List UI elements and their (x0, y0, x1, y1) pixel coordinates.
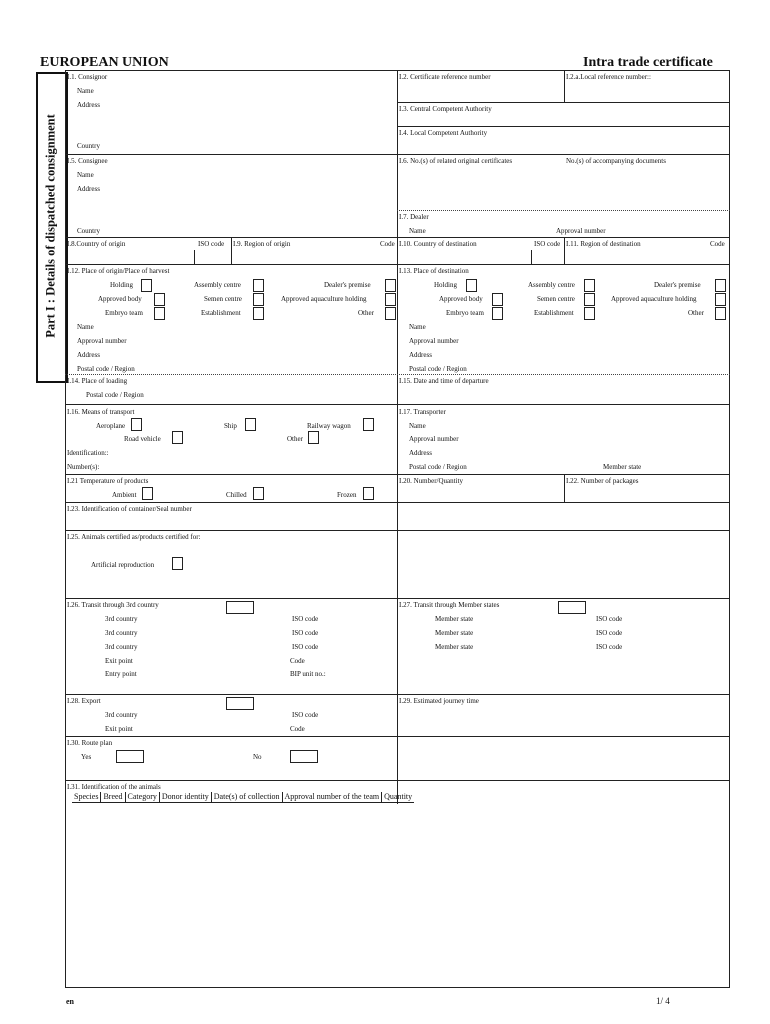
transit-3rd-exit: Exit point (105, 657, 133, 665)
header-right-title: Intra trade certificate (583, 55, 713, 70)
transit-ms-iso-3: ISO code (596, 643, 623, 651)
cert-ref-label: I.2. Certificate reference number (399, 73, 491, 81)
pd-holding: Holding (434, 281, 457, 289)
transporter-name: Name (409, 422, 426, 430)
local-authority-label: I.4. Local Competent Authority (399, 129, 488, 137)
transporter-label: I.17. Transporter (399, 408, 446, 416)
temp-ambient-checkbox[interactable] (142, 487, 153, 500)
consignor-label: I.1. Consignor (67, 73, 108, 81)
origin-code: Code (380, 240, 395, 248)
transit-ms-label: I.27. Transit through Member states (399, 601, 500, 609)
destination-iso: ISO code (534, 240, 561, 248)
po-dealers-checkbox[interactable] (385, 279, 396, 292)
export-label: I.28. Export (67, 697, 101, 705)
place-origin-label: I.12. Place of origin/Place of harvest (67, 267, 170, 275)
po-postal: Postal code / Region (77, 365, 135, 373)
route-plan-yes: Yes (81, 753, 92, 761)
transit-ms-row-1: Member state (435, 615, 474, 623)
departure-label: I.15. Date and time of departure (399, 377, 489, 385)
consignee-address: Address (77, 185, 100, 193)
col-breed: Breed (100, 792, 124, 803)
consignee-label: I.5. Consignee (67, 157, 108, 165)
temp-chilled-checkbox[interactable] (253, 487, 264, 500)
po-assembly: Assembly centre (194, 281, 241, 289)
artificial-reproduction: Artificial reproduction (91, 561, 155, 569)
transport-aeroplane-checkbox[interactable] (131, 418, 142, 431)
transporter-address: Address (409, 449, 432, 457)
col-category: Category (125, 792, 159, 803)
pd-name: Name (409, 323, 426, 331)
consignee-name: Name (77, 171, 94, 179)
transport-railway: Railway wagon (307, 422, 351, 430)
temp-ambient: Ambient (112, 491, 137, 499)
transport-aeroplane: Aeroplane (96, 422, 126, 430)
export-code: Code (290, 725, 305, 733)
transporter-member-state: Member state (603, 463, 642, 471)
consignee-country: Country (77, 227, 100, 235)
header-left-title: EUROPEAN UNION (40, 55, 169, 70)
po-establishment-checkbox[interactable] (253, 307, 264, 320)
consignor-name: Name (77, 87, 94, 95)
transport-ship: Ship (224, 422, 237, 430)
po-embryo: Embryo team (105, 309, 143, 317)
dealer-name: Name (409, 227, 426, 235)
transporter-approval: Approval number (409, 435, 459, 443)
pd-approval: Approval number (409, 337, 459, 345)
transport-road-checkbox[interactable] (172, 431, 183, 444)
transport-identification: Identification:: (67, 449, 109, 457)
journey-time-label: I.29. Estimated journey time (399, 697, 479, 705)
po-approval: Approval number (77, 337, 127, 345)
dealer-label: I.7. Dealer (399, 213, 429, 221)
place-loading-postal: Postal code / Region (86, 391, 144, 399)
transit-3rd-bip: BIP unit no.: (290, 670, 326, 678)
transit-3rd-iso-3: ISO code (292, 643, 319, 651)
temp-frozen: Frozen (337, 491, 357, 499)
temperature-label: I.21 Temperature of products (67, 477, 149, 485)
export-country: 3rd country (105, 711, 138, 719)
pd-postal: Postal code / Region (409, 365, 467, 373)
transit-3rd-row-2: 3rd country (105, 629, 138, 637)
footer-lang: en (66, 997, 74, 1006)
transit-3rd-iso-2: ISO code (292, 629, 319, 637)
col-quantity: Quantity (381, 792, 414, 803)
pd-establishment-checkbox[interactable] (584, 307, 595, 320)
transport-other-checkbox[interactable] (308, 431, 319, 444)
pd-dealers: Dealer's premise (654, 281, 701, 289)
po-semen: Semen centre (204, 295, 242, 303)
pd-other-checkbox[interactable] (715, 307, 726, 320)
po-assembly-checkbox[interactable] (253, 279, 264, 292)
route-plan-label: I.30. Route plan (67, 739, 113, 747)
po-approved-body-checkbox[interactable] (154, 293, 165, 306)
transporter-postal: Postal code / Region (409, 463, 467, 471)
transit-3rd-row-3: 3rd country (105, 643, 138, 651)
central-authority-label: I.3. Central Competent Authority (399, 105, 492, 113)
export-box[interactable] (226, 697, 254, 710)
transit-3rd-row-1: 3rd country (105, 615, 138, 623)
artificial-reproduction-checkbox[interactable] (172, 557, 183, 570)
transit-3rd-code: Code (290, 657, 305, 665)
pd-establishment: Establishment (534, 309, 574, 317)
export-exit: Exit point (105, 725, 133, 733)
transit-3rd-entry: Entry point (105, 670, 137, 678)
transit-ms-row-3: Member state (435, 643, 474, 651)
po-holding-checkbox[interactable] (141, 279, 152, 292)
pd-aquaculture: Approved aquaculture holding (611, 295, 697, 303)
transport-label: I.16. Means of transport (67, 408, 135, 416)
transit-3rd-iso-1: ISO code (292, 615, 319, 623)
pd-embryo: Embryo team (446, 309, 484, 317)
po-semen-checkbox[interactable] (253, 293, 264, 306)
col-approval-team: Approval number of the team (282, 792, 382, 803)
pd-assembly-checkbox[interactable] (584, 279, 595, 292)
transit-ms-row-2: Member state (435, 629, 474, 637)
po-establishment: Establishment (201, 309, 241, 317)
transit-3rd-box[interactable] (226, 601, 254, 614)
destination-region-label: I.11. Region of destination (566, 240, 641, 248)
pd-semen-checkbox[interactable] (584, 293, 595, 306)
route-plan-no-box[interactable] (290, 750, 318, 763)
side-label: Part I : Details of dispatched consignment (43, 114, 58, 338)
route-plan-no: No (253, 753, 262, 761)
origin-iso: ISO code (198, 240, 225, 248)
pd-assembly: Assembly centre (528, 281, 575, 289)
consignor-country: Country (77, 142, 100, 150)
temp-frozen-checkbox[interactable] (363, 487, 374, 500)
certified-for-label: I.25. Animals certified as/products certified for: (67, 533, 201, 541)
export-iso: ISO code (292, 711, 319, 719)
destination-country-label: I.10. Country of destination (399, 240, 477, 248)
origin-region-label: I.9. Region of origin (233, 240, 291, 248)
transport-railway-checkbox[interactable] (363, 418, 374, 431)
origin-country-label: I.8.Country of origin (67, 240, 126, 248)
transit-ms-iso-1: ISO code (596, 615, 623, 623)
route-plan-yes-box[interactable] (116, 750, 144, 763)
transport-road: Road vehicle (124, 435, 161, 443)
transit-ms-box[interactable] (558, 601, 586, 614)
pd-other: Other (688, 309, 704, 317)
po-holding: Holding (110, 281, 133, 289)
transport-other: Other (287, 435, 303, 443)
pd-embryo-checkbox[interactable] (492, 307, 503, 320)
container-label: I.23. Identification of container/Seal number (67, 505, 192, 513)
po-aquaculture: Approved aquaculture holding (281, 295, 367, 303)
pd-approved-body: Approved body (439, 295, 483, 303)
pd-holding-checkbox[interactable] (466, 279, 477, 292)
animals-id-columns (72, 792, 414, 803)
number-quantity-label: I.20. Number/Quantity (399, 477, 463, 485)
destination-code: Code (710, 240, 725, 248)
col-species: Species (74, 792, 99, 801)
po-address: Address (77, 351, 100, 359)
po-approved-body: Approved body (98, 295, 142, 303)
pd-aquaculture-checkbox[interactable] (715, 293, 726, 306)
local-ref-label: I.2.a.Local reference number:: (566, 73, 651, 81)
col-donor-identity: Donor identity (159, 792, 211, 803)
po-name: Name (77, 323, 94, 331)
po-embryo-checkbox[interactable] (154, 307, 165, 320)
transport-ship-checkbox[interactable] (245, 418, 256, 431)
po-dealers: Dealer's premise (324, 281, 371, 289)
po-other: Other (358, 309, 374, 317)
consignor-address: Address (77, 101, 100, 109)
transport-numbers: Number(s): (67, 463, 100, 471)
pd-dealers-checkbox[interactable] (715, 279, 726, 292)
po-aquaculture-checkbox[interactable] (385, 293, 396, 306)
transit-ms-iso-2: ISO code (596, 629, 623, 637)
pd-address: Address (409, 351, 432, 359)
packages-label: I.22. Number of packages (566, 477, 639, 485)
dealer-approval: Approval number (556, 227, 606, 235)
place-destination-label: I.13. Place of destination (399, 267, 469, 275)
accompanying-docs-label: No.(s) of accompanying documents (566, 157, 666, 165)
pd-approved-body-checkbox[interactable] (492, 293, 503, 306)
transit-3rd-label: I.26. Transit through 3rd country (67, 601, 159, 609)
temp-chilled: Chilled (226, 491, 247, 499)
animals-id-label: I.31. Identification of the animals (67, 783, 161, 791)
footer-page: 1/ 4 (656, 996, 670, 1006)
pd-semen: Semen centre (537, 295, 575, 303)
related-certs-label: I.6. No.(s) of related original certificates (399, 157, 513, 165)
po-other-checkbox[interactable] (385, 307, 396, 320)
col-dates-collection: Date(s) of collection (211, 792, 282, 803)
place-loading-label: I.14. Place of loading (67, 377, 128, 385)
